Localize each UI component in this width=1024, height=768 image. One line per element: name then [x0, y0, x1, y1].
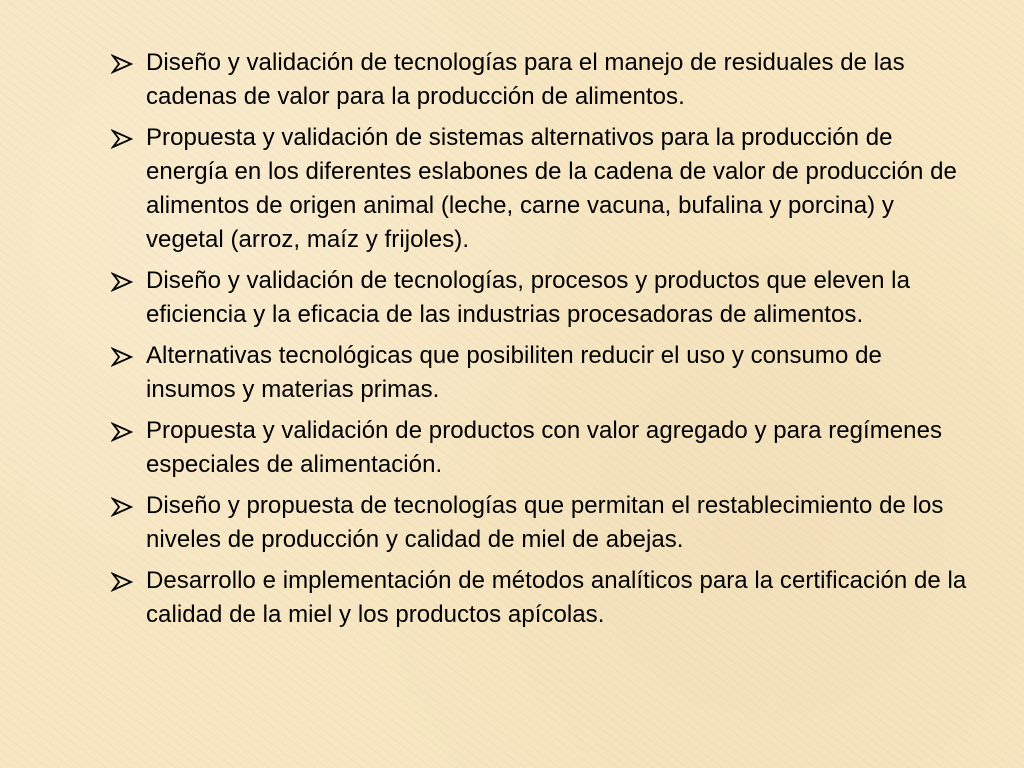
list-item	[111, 414, 971, 482]
list-item-text: Diseño y validación de tecnologías para el manejo de residuales de las cadenas de valor para la producción de alimentos.	[146, 49, 905, 110]
list-item-text: Propuesta y validación de productos con valor agregado y para regímenes especiales de alimentación.	[146, 417, 943, 478]
list-item-text: Diseño y propuesta de tecnologías que permitan el restablecimiento de los niveles de producción y calidad de miel de abejas.	[146, 492, 944, 553]
list-item	[111, 46, 971, 114]
list-item-text: Desarrollo e implementación de métodos analíticos para la certificación de la calidad de la miel y los productos apícolas.	[146, 567, 967, 628]
list-item-text: Alternativas tecnológicas que posibiliten reducir el uso y consumo de insumos y materias primas.	[146, 342, 882, 403]
list-item	[111, 121, 971, 257]
bullet-list	[111, 46, 971, 639]
arrow-bullet-icon	[111, 54, 133, 74]
arrow-bullet-icon	[111, 347, 133, 367]
list-item-text: Diseño y validación de tecnologías, procesos y productos que eleven la eficiencia y la eficacia de las industrias procesadoras de alimentos.	[146, 267, 910, 328]
list-item	[111, 564, 971, 632]
list-item	[111, 339, 971, 407]
list-item-text: Propuesta y validación de sistemas alternativos para la producción de energía en los diferentes eslabones de la cadena de valor de producción de alimentos de origen animal (leche, carne vacuna, bufalina y porcina) y vegetal (arroz, maíz y frijoles).	[146, 124, 957, 253]
arrow-bullet-icon	[111, 422, 133, 442]
arrow-bullet-icon	[111, 129, 133, 149]
list-item	[111, 264, 971, 332]
list-item	[111, 489, 971, 557]
arrow-bullet-icon	[111, 572, 133, 592]
arrow-bullet-icon	[111, 497, 133, 517]
arrow-bullet-icon	[111, 272, 133, 292]
